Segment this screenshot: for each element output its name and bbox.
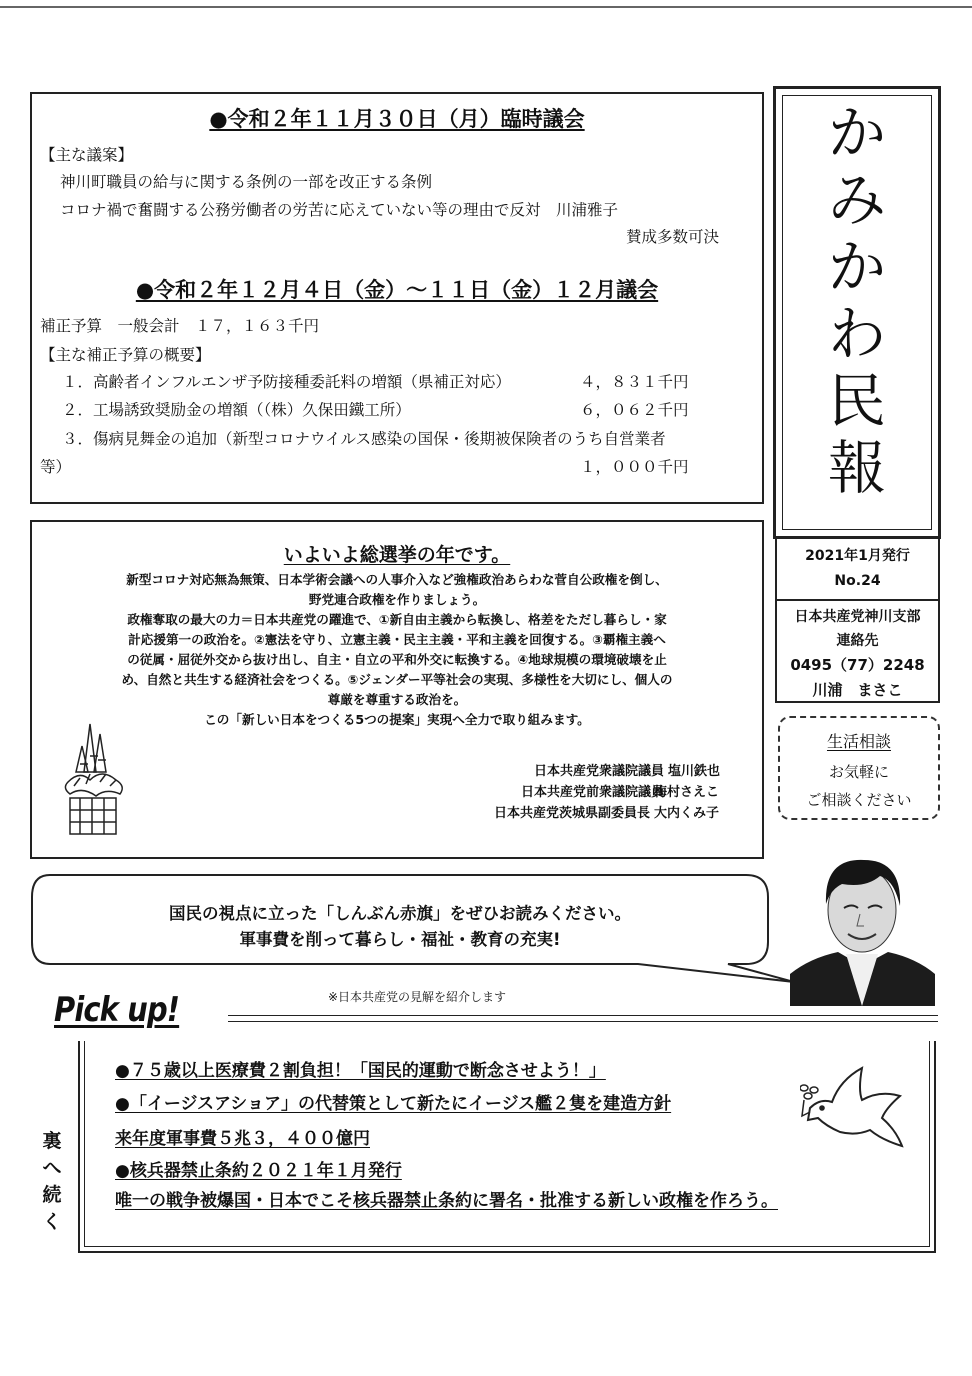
pickup-line: ●「イージスアショア」の代替策として新たにイージス艦２隻を建造方針 xyxy=(115,1094,672,1114)
budget-item: ３．傷病見舞金の追加（新型コロナウイルス感染の国保・後期被保険者のうち自営業者 xyxy=(62,430,666,448)
budget-item-amount: ６，０６２千円 xyxy=(580,401,689,419)
continue-char: へ xyxy=(42,1157,62,1179)
council2-title: ●令和２年１２月４日（金）～１１日（金）１２月議会 xyxy=(135,278,659,302)
masthead-char: み xyxy=(827,166,886,234)
election-line: め、自然と共生する経済社会をつくる。⑤ジェンダー平等社会の実現、多様性を大切にし、個人の xyxy=(121,672,673,687)
pickup-line: ●核兵器禁止条約２０２１年１月発行 xyxy=(115,1161,402,1181)
budget-item: １．高齢者インフルエンザ予防接種委託料の増額（県補正対応） xyxy=(62,373,511,391)
masthead-char: か xyxy=(827,233,886,301)
continue-char: 裏 xyxy=(42,1130,62,1152)
election-title: いよいよ総選挙の年です。 xyxy=(283,544,511,566)
masthead-char: わ xyxy=(827,300,886,368)
masthead-char: か xyxy=(827,99,886,167)
bubble-line1: 国民の視点に立った「しんぶん赤旗」をぜひお読みください。 xyxy=(169,904,631,923)
signature-role: 日本共産党衆議院議員 xyxy=(533,764,664,779)
signature-role: 日本共産党前衆議院議員 xyxy=(520,785,664,800)
contact-phone: 0495（77）2248 xyxy=(790,656,925,674)
signature-name: 塩川鉄也 xyxy=(668,764,721,779)
council1-bill-heading: 【主な議案】 xyxy=(40,146,134,164)
council1-result: 賛成多数可決 xyxy=(626,228,720,246)
contact-org: 日本共産党神川支部 xyxy=(794,609,921,625)
election-body xyxy=(32,570,762,730)
election-line: の従属・屈従外交から抜け出し、自主・自立の平和外交に転換する。④地球規模の環境破壊を止 xyxy=(127,652,667,667)
election-line: この「新しい日本をつくる5つの提案」実現へ全力で取り組みます。 xyxy=(204,712,590,727)
signature-name: 梅村さえこ xyxy=(654,785,720,800)
council2-budget: 補正予算 一般会計 １７，１６３千円 xyxy=(40,317,320,335)
pickup-header-rule xyxy=(228,1015,938,1022)
council1-title: ●令和２年１１月３０日（月）臨時議会 xyxy=(209,107,585,131)
continue-char: く xyxy=(42,1211,62,1233)
kadomatsu-illustration xyxy=(60,720,132,840)
council2-overview-heading: 【主な補正予算の概要】 xyxy=(40,346,211,364)
consult-line2: ご相談ください xyxy=(806,791,912,809)
masthead-char: 民 xyxy=(827,367,886,435)
election-line: 尊厳を尊重する政治を。 xyxy=(327,692,467,707)
pickup-note: ※日本共産党の見解を紹介します xyxy=(328,990,507,1004)
pickup-line: ●７５歳以上医療費２割負担！「国民的運動で断念させよう！」 xyxy=(115,1061,606,1081)
portrait-photo xyxy=(790,846,935,1006)
council1-opposition: コロナ禍で奮闘する公務労働者の労苦に応えていない等の理由で反対 川浦雅子 xyxy=(60,201,619,219)
election-line: 計応援第一の政治を。②憲法を守り、立憲主義・民主主義・平和主義を回復する。③覇権主義へ xyxy=(128,632,666,647)
budget-item-amount: ４，８３１千円 xyxy=(580,373,689,391)
election-line: 政権奪取の最大の力＝日本共産党の躍進で、①新自由主義から転換し、格差をただし暮らし・家 xyxy=(127,612,667,627)
budget-item-amount: １，０００千円 xyxy=(580,458,689,476)
pickup-logo: Pick up! xyxy=(54,990,180,1030)
signature-role: 日本共産党茨城県副委員長 xyxy=(493,806,650,821)
issue-date: 2021年1月発行 xyxy=(805,548,910,564)
contact-person: 川浦 まさこ xyxy=(812,681,903,699)
consult-line1: お気軽に xyxy=(828,763,889,781)
signature-name: 大内くみ子 xyxy=(654,806,720,821)
pickup-line: 唯一の戦争被爆国・日本でこそ核兵器禁止条約に署名・批准する新しい政権を作ろう。 xyxy=(115,1191,778,1211)
election-line: 新型コロナ対応無為無策、日本学術会議への人事介入など強権政治あらわな菅自公政権を倒し、 xyxy=(126,572,668,587)
budget-item-continued: 等） xyxy=(40,458,72,476)
issue-number: No.24 xyxy=(834,573,881,589)
masthead-title xyxy=(773,100,941,502)
masthead-char: 報 xyxy=(827,434,886,502)
top-rule xyxy=(0,6,972,8)
council1-bill: 神川町職員の給与に関する条例の一部を改正する条例 xyxy=(60,173,433,191)
contact-label: 連絡先 xyxy=(836,633,879,649)
continue-char: 続 xyxy=(42,1184,62,1206)
budget-item: ２．工場誘致奨励金の増額（（株）久保田鐵工所） xyxy=(62,401,411,419)
pickup-line: 来年度軍事費５兆３，４００億円 xyxy=(115,1129,370,1149)
election-line: 野党連合政権を作りましょう。 xyxy=(308,592,486,607)
continue-vertical-text xyxy=(38,1128,66,1236)
consult-title: 生活相談 xyxy=(826,732,891,751)
dove-illustration xyxy=(800,1060,910,1150)
bubble-line2: 軍事費を削って暮らし・福祉・教育の充実! xyxy=(239,930,561,949)
